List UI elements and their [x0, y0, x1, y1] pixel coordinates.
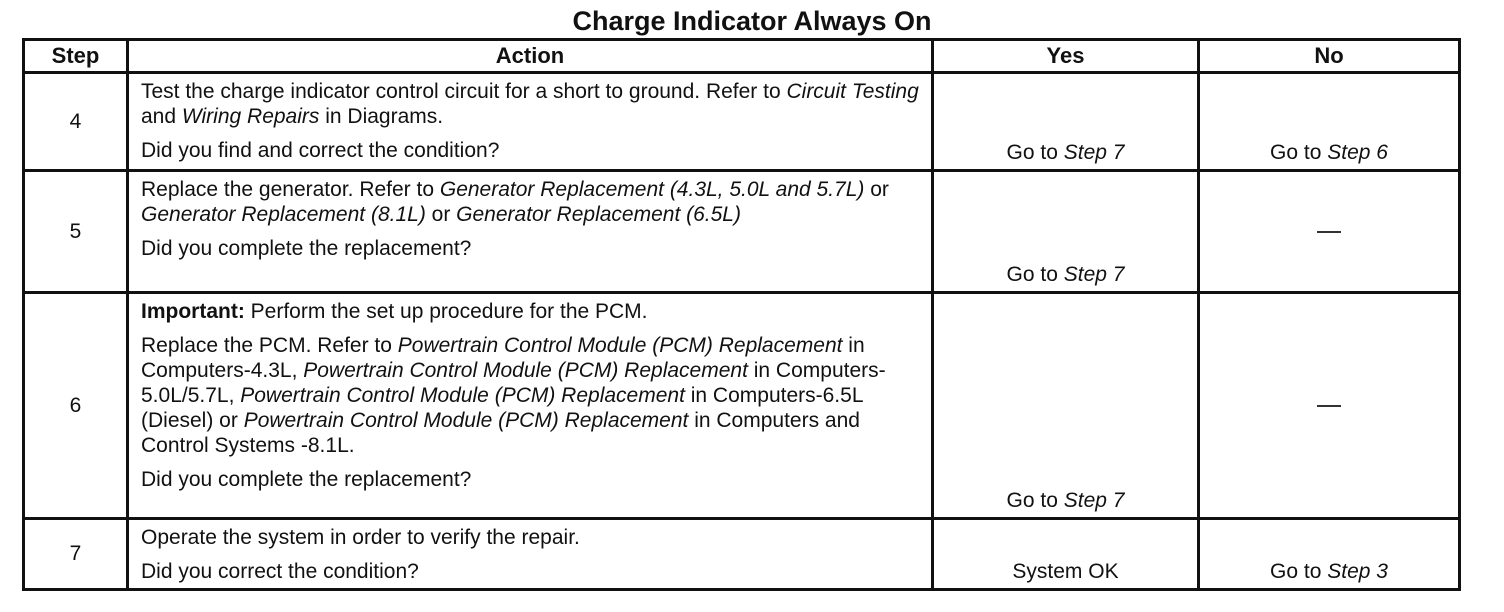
text: in Computers-5.0L/5.7L,	[141, 359, 886, 407]
text: Go to	[1006, 263, 1064, 286]
header-no: No	[1199, 40, 1460, 73]
no-cell	[1199, 73, 1460, 171]
reference-link: Generator Replacement (6.5L)	[456, 203, 741, 226]
important-label: Important:	[141, 300, 245, 323]
action-cell	[128, 519, 933, 590]
text: in Computers-4.3L,	[141, 334, 865, 382]
table-row	[24, 519, 1460, 590]
action-question: Did you complete the replacement?	[141, 468, 472, 491]
no-cell	[1199, 171, 1460, 293]
step-number: 5	[24, 171, 128, 293]
text: Go to	[1006, 489, 1064, 512]
dash-mark	[1317, 231, 1341, 233]
step-reference: Step 7	[1063, 263, 1125, 286]
reference-link: Wiring Repairs	[181, 105, 320, 128]
step-number: 4	[24, 73, 128, 171]
action-question: Did you correct the condition?	[141, 560, 419, 583]
table-row	[24, 171, 1460, 293]
action-instruction	[141, 333, 921, 458]
step-number: 6	[24, 293, 128, 519]
text: Go to	[1270, 141, 1328, 164]
text: Perform the set up procedure for the PCM.	[244, 300, 648, 323]
step-reference: Step 7	[1063, 141, 1125, 164]
diagnostic-table	[22, 38, 1461, 591]
step-reference: Step 7	[1063, 489, 1125, 512]
table-header-row	[24, 40, 1460, 73]
text: in Computers and Control Systems -8.1L.	[141, 409, 860, 457]
text: in Computers-6.5L (Diesel) or	[141, 384, 863, 432]
action-cell	[128, 293, 933, 519]
action-cell	[128, 171, 933, 293]
action-instruction	[141, 177, 921, 227]
action-instruction: Operate the system in order to verify the repair.	[141, 526, 580, 549]
header-action: Action	[128, 40, 933, 73]
text: and	[141, 105, 182, 128]
text: Go to	[1270, 560, 1328, 583]
text: Replace the PCM. Refer to	[141, 334, 398, 357]
reference-link: Generator Replacement (8.1L)	[141, 203, 426, 226]
important-note	[141, 299, 921, 324]
text: or	[425, 203, 457, 226]
action-instruction	[141, 79, 921, 129]
page-title: Charge Indicator Always On	[572, 6, 932, 36]
yes-cell	[933, 171, 1199, 293]
header-step: Step	[24, 40, 128, 73]
table-row	[24, 293, 1460, 519]
step-reference: Step 6	[1327, 141, 1388, 164]
reference-link: Powertrain Control Module (PCM) Replacement	[397, 334, 843, 357]
text: Test the charge indicator control circuit for a short to ground. Refer to	[141, 80, 787, 103]
text: in Diagrams.	[319, 105, 444, 128]
reference-link: Generator Replacement (4.3L, 5.0L and 5.7L)	[439, 178, 865, 201]
text: Replace the generator. Refer to	[141, 178, 440, 201]
reference-link: Powertrain Control Module (PCM) Replacement	[240, 384, 685, 407]
action-cell	[128, 73, 933, 171]
step-reference: Step 3	[1327, 560, 1388, 583]
reference-link: Circuit Testing	[786, 80, 919, 103]
text: Go to	[1006, 141, 1064, 164]
yes-cell	[933, 73, 1199, 171]
dash-mark	[1317, 405, 1341, 407]
no-cell	[1199, 519, 1460, 590]
action-question: Did you find and correct the condition?	[141, 139, 500, 162]
no-cell	[1199, 293, 1460, 519]
reference-link: Powertrain Control Module (PCM) Replacement	[303, 359, 748, 382]
reference-link: Powertrain Control Module (PCM) Replacement	[243, 409, 689, 432]
yes-cell: System OK	[933, 519, 1199, 590]
text: or	[864, 178, 889, 201]
header-yes: Yes	[933, 40, 1199, 73]
table-row	[24, 73, 1460, 171]
step-number: 7	[24, 519, 128, 590]
yes-cell	[933, 293, 1199, 519]
action-question: Did you complete the replacement?	[141, 237, 472, 260]
